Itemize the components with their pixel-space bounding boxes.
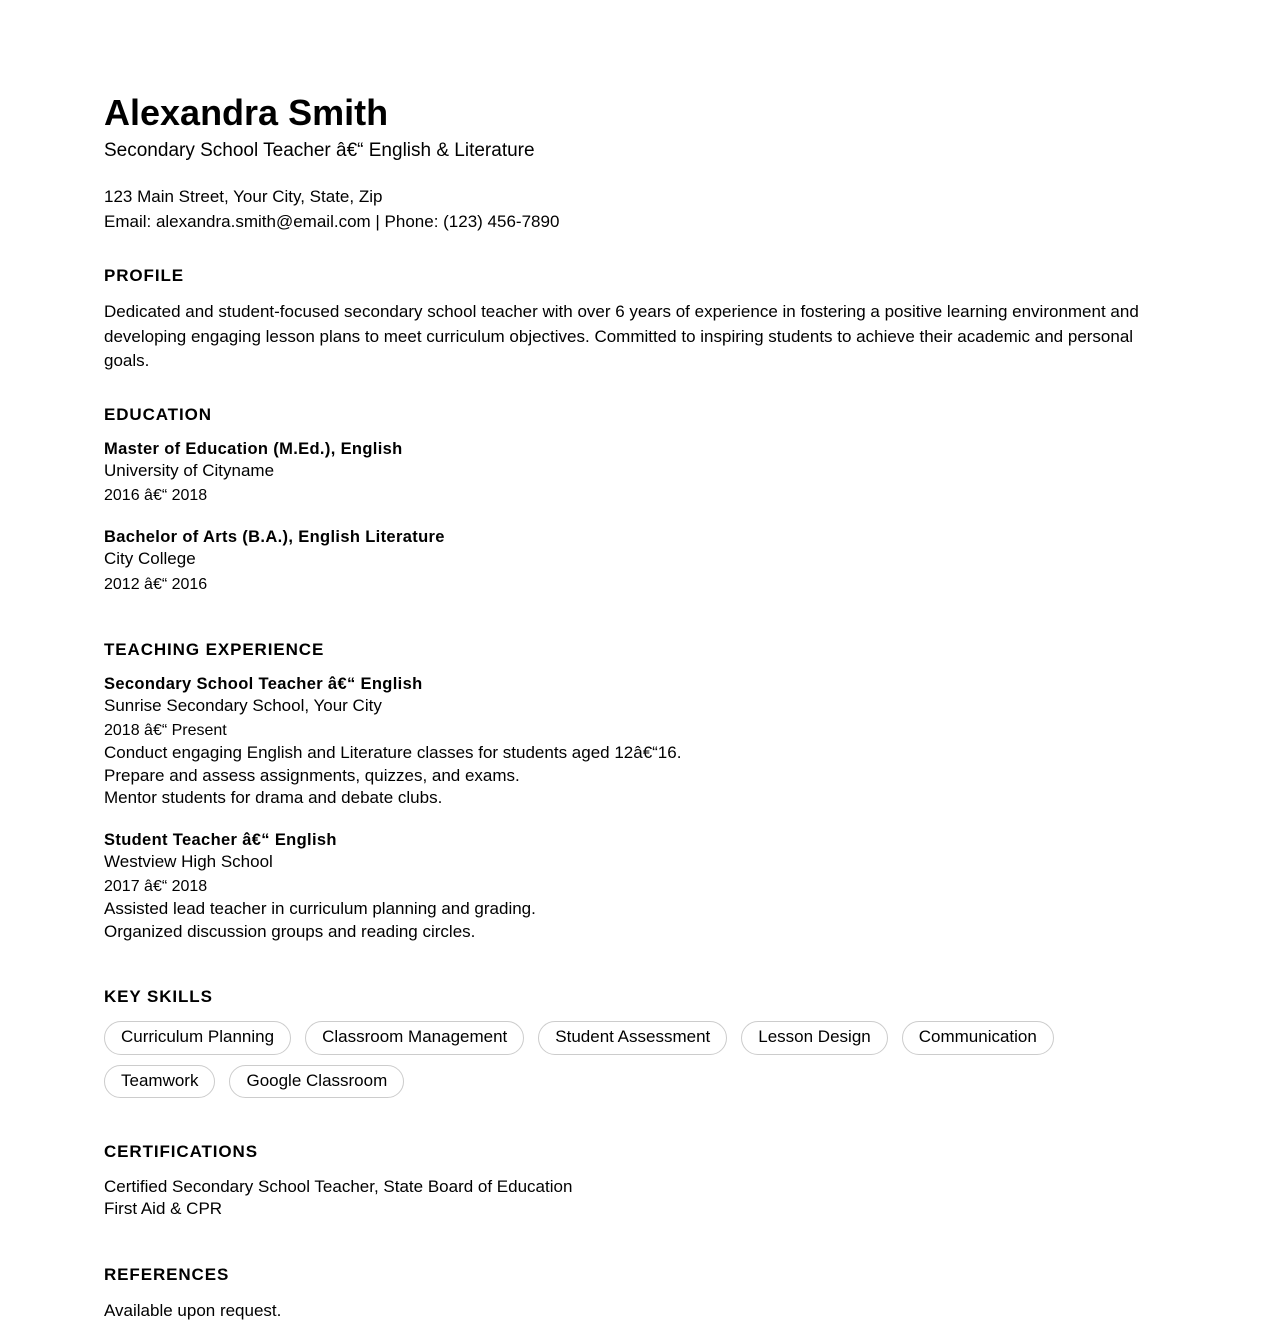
section-profile (104, 266, 1172, 372)
experience-dates: 2017 â€“ 2018 (104, 878, 208, 896)
education-degree: Master of Education (M.Ed.), English (104, 439, 403, 458)
section-title-profile: PROFILE (104, 266, 184, 286)
section-references (104, 1265, 1172, 1323)
skill-pill: Google Classroom (229, 1065, 404, 1098)
experience-employer: Sunrise Secondary School, Your City (104, 696, 382, 715)
education-dates: 2016 â€“ 2018 (104, 487, 208, 505)
resume-header (104, 92, 1172, 234)
education-entry (104, 439, 1172, 508)
candidate-name: Alexandra Smith (104, 92, 389, 133)
skill-pill: Communication (902, 1021, 1054, 1054)
address-line: 123 Main Street, Your City, State, Zip (104, 187, 383, 207)
certifications-list (104, 1176, 1172, 1221)
section-certifications (104, 1142, 1172, 1221)
skill-pill: Curriculum Planning (104, 1021, 291, 1054)
experience-role: Secondary School Teacher â€“ English (104, 674, 423, 693)
skill-pill: Lesson Design (741, 1021, 887, 1054)
section-education (104, 405, 1172, 596)
skill-pill: Student Assessment (538, 1021, 727, 1054)
profile-text: Dedicated and student-focused secondary school teacher with over 6 years of experience in fostering a positive learning environment and developing engaging lesson plans to meet curriculum objectives. Committed to inspiring students to achieve their academic and personal goals. (104, 302, 1139, 370)
section-title-education: EDUCATION (104, 404, 212, 424)
certification-item: First Aid & CPR (104, 1199, 223, 1219)
contact-line: Email: alexandra.smith@email.com | Phone: (123) 456-7890 (104, 211, 560, 231)
section-title-skills: KEY SKILLS (104, 987, 213, 1007)
section-experience (104, 640, 1172, 943)
section-skills (104, 987, 1172, 1098)
experience-duty: Conduct engaging English and Literature classes for students aged 12â€“16. (104, 743, 682, 763)
experience-duty: Organized discussion groups and reading circles. (104, 921, 476, 941)
experience-role: Student Teacher â€“ English (104, 830, 337, 849)
experience-duty: Prepare and assess assignments, quizzes, and exams. (104, 765, 520, 785)
section-title-references: REFERENCES (104, 1264, 230, 1284)
skill-pill: Classroom Management (305, 1021, 524, 1054)
skill-pill: Teamwork (104, 1065, 215, 1098)
certification-item: Certified Secondary School Teacher, State Board of Education (104, 1176, 573, 1196)
education-school: City College (104, 549, 196, 569)
education-school: University of Cityname (104, 460, 275, 480)
skills-list (104, 1021, 1104, 1098)
experience-dates: 2018 â€“ Present (104, 722, 227, 740)
experience-entry (104, 830, 1172, 943)
references-text: Available upon request. (104, 1300, 282, 1320)
education-entry (104, 527, 1172, 596)
experience-entry (104, 674, 1172, 810)
section-title-experience: TEACHING EXPERIENCE (104, 639, 325, 659)
experience-duty: Mentor students for drama and debate clubs. (104, 788, 443, 808)
education-dates: 2012 â€“ 2016 (104, 575, 208, 593)
experience-duty: Assisted lead teacher in curriculum planning and grading. (104, 899, 536, 919)
section-title-certifications: CERTIFICATIONS (104, 1141, 258, 1161)
experience-employer: Westview High School (104, 851, 273, 871)
candidate-tagline: Secondary School Teacher â€“ English & Literature (104, 140, 535, 162)
education-degree: Bachelor of Arts (B.A.), English Literature (104, 528, 445, 547)
